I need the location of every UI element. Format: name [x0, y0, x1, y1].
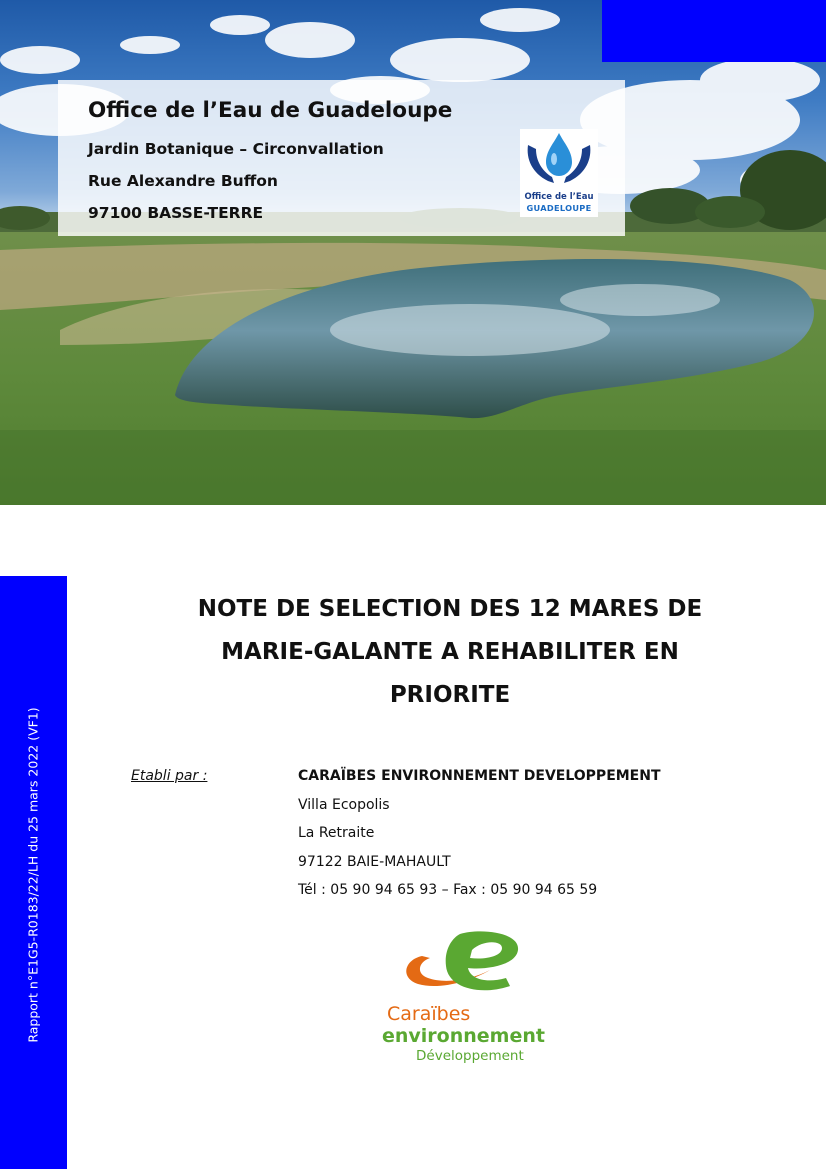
blue-corner-block [602, 0, 826, 62]
office-eau-logo [520, 129, 598, 217]
organization-name: Office de l’Eau de Guadeloupe [88, 98, 453, 123]
organization-address-line: 97100 BASSE-TERRE [88, 204, 264, 222]
logo-word-caraibes: Caraïbes [387, 1003, 471, 1025]
title-line: MARIE-GALANTE A REHABILITER EN [221, 639, 679, 665]
organization-address-line: Jardin Botanique – Circonvallation [88, 140, 384, 158]
prepared-by-label: Etabli par : [131, 768, 208, 784]
logo-word-environnement: environnement [382, 1025, 545, 1047]
address-panel [58, 80, 625, 236]
company-contact: Tél : 05 90 94 65 93 – Fax : 05 90 94 65 59 [298, 882, 598, 898]
report-reference: Rapport n°E1G5-R0183/22/LH du 25 mars 2022 (VF1) [25, 707, 41, 1043]
water-drop-hands-icon [520, 129, 598, 191]
office-eau-logo-subtext: GUADELOUPE [526, 203, 592, 213]
caraibes-environnement-logo [360, 926, 580, 1071]
pond-landscape-illustration [0, 0, 826, 505]
logo-word-developpement: Développement [416, 1048, 524, 1064]
cover-photo [0, 0, 826, 505]
document-title [120, 588, 780, 717]
company-address-line: Villa Ecopolis [298, 797, 390, 813]
office-eau-logo-text: Office de l’Eau [524, 192, 594, 202]
title-line: PRIORITE [389, 682, 511, 708]
title-line: NOTE DE SELECTION DES 12 MARES DE [197, 596, 703, 622]
letter-e-swoosh-icon [360, 926, 580, 1004]
company-address-line: La Retraite [298, 825, 375, 841]
company-name: CARAÏBES ENVIRONNEMENT DEVELOPPEMENT [298, 768, 661, 784]
organization-address-line: Rue Alexandre Buffon [88, 172, 278, 190]
company-address-line: 97122 BAIE-MAHAULT [298, 854, 451, 870]
